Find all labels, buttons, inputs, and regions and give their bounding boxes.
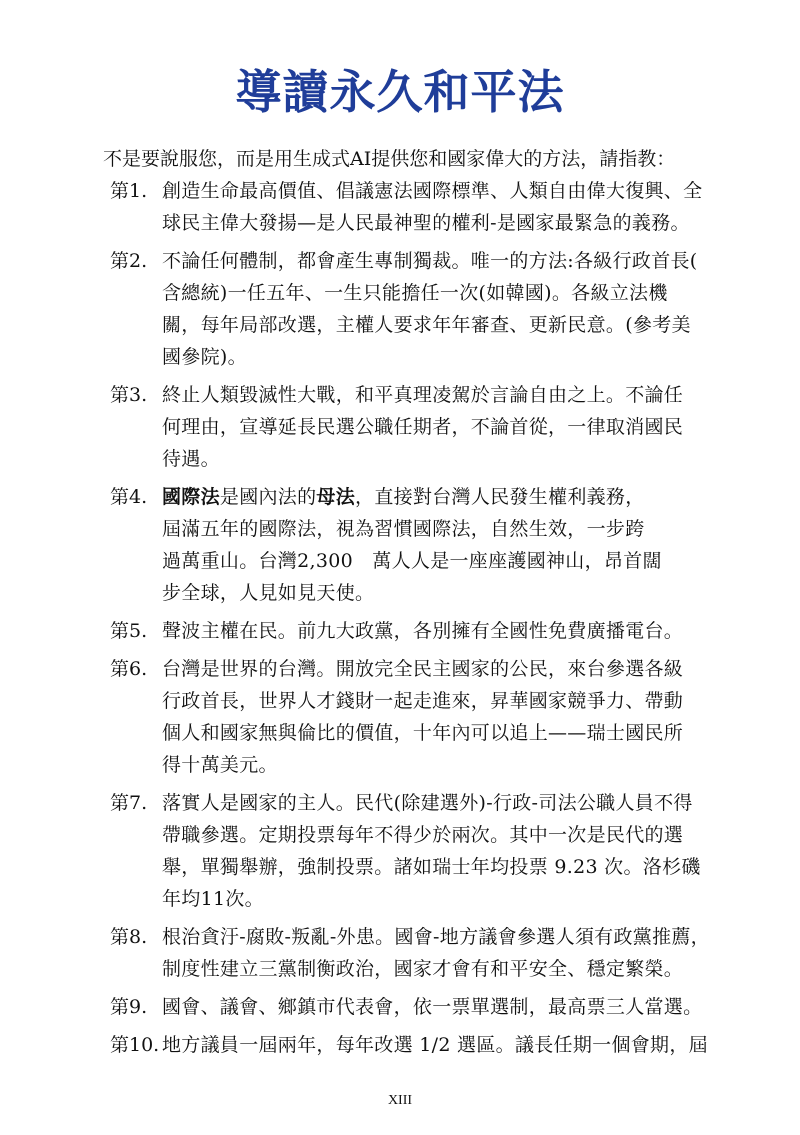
text-line: 舉，單獨舉辦，強制投票。諸如瑞士年均投票 9.23 次。洛杉磯 bbox=[162, 856, 701, 878]
article-text bbox=[162, 653, 700, 781]
article-3 bbox=[110, 379, 700, 475]
article-number: 第1. bbox=[110, 180, 148, 202]
text-line: 終止人類毀滅性大戰，和平真理凌駕於言論自由之上。不論任 bbox=[162, 384, 684, 406]
text-line: 創造生命最高價值、倡議憲法國際標準、人類自由偉大復興、全 bbox=[162, 180, 703, 202]
article-number: 第5. bbox=[110, 620, 148, 642]
article-text bbox=[162, 615, 700, 647]
text-line: 落實人是國家的主人。民代(除建選外)-行政-司法公職人員不得 bbox=[162, 792, 693, 814]
article-number: 第4. bbox=[110, 486, 148, 508]
text-line: 國會、議會、鄉鎮市代表會，依一票單選制，最高票三人當選。 bbox=[162, 996, 703, 1018]
text-line: 帶職參選。定期投票每年不得少於兩次。其中一次是民代的選 bbox=[162, 824, 684, 846]
article-text bbox=[162, 787, 701, 915]
article-2 bbox=[110, 245, 700, 373]
text-line: 聲波主權在民。前九大政黨，各別擁有全國性免費廣播電台。 bbox=[162, 620, 684, 642]
article-text bbox=[162, 245, 700, 373]
text-line: 待遇。 bbox=[162, 448, 220, 470]
article-text bbox=[162, 921, 710, 985]
bold-term: 國際法 bbox=[162, 486, 220, 508]
article-text bbox=[162, 175, 702, 239]
article-5 bbox=[110, 615, 700, 647]
article-10 bbox=[110, 1029, 708, 1061]
text-line: 何理由，宣導延長民選公職任期者，不論首從，一律取消國民 bbox=[162, 416, 684, 438]
page-title: 導讀永久和平法 bbox=[235, 65, 565, 119]
text-line: 含總統)一任五年、一生只能擔任一次(如韓國)。各級立法機 bbox=[162, 282, 668, 304]
text-line: 球民主偉大發揚—是人民最神聖的權利-是國家最緊急的義務。 bbox=[162, 212, 690, 234]
article-number: 第10. bbox=[110, 1034, 160, 1056]
article-8 bbox=[110, 921, 710, 985]
text-line: 根治貪汙-腐敗-叛亂-外患。國會-地方議會參選人須有政黨推薦， bbox=[162, 926, 710, 948]
article-9 bbox=[110, 991, 703, 1023]
article-text bbox=[162, 481, 700, 609]
text-line: 制度性建立三黨制衡政治，國家才會有和平安全、穩定繁榮。 bbox=[162, 958, 684, 980]
text-line: 不論任何體制，都會產生專制獨裁。唯一的方法:各級行政首長( bbox=[162, 250, 698, 272]
text-line: 行政首長，世界人才錢財一起走進來，昇華國家競爭力、帶動 bbox=[162, 690, 684, 712]
article-text bbox=[162, 991, 702, 1023]
text-line: 地方議員一屆兩年，每年改選 1/2 選區。議長任期一個會期，屆 bbox=[162, 1034, 708, 1056]
text-line: 個人和國家無與倫比的價值，十年內可以追上——瑞士國民所 bbox=[162, 722, 684, 744]
text-line: 年均11次。 bbox=[162, 888, 264, 910]
article-number: 第3. bbox=[110, 384, 148, 406]
article-list bbox=[110, 175, 710, 1067]
text-line: 得十萬美元。 bbox=[162, 754, 278, 776]
article-7 bbox=[110, 787, 700, 915]
text-line: 步全球，人見如見天使。 bbox=[162, 582, 375, 604]
text-line: 屆滿五年的國際法，視為習慣國際法，自然生效，一步跨 bbox=[162, 518, 645, 540]
text-line: 過萬重山。台灣2,300 萬人人是一座座護國神山，昂首闊 bbox=[162, 550, 662, 572]
article-number: 第8. bbox=[110, 926, 148, 948]
text-run: 是國內法的 bbox=[219, 486, 317, 508]
bold-term: 母法 bbox=[316, 486, 356, 508]
article-number: 第2. bbox=[110, 250, 148, 272]
text-run: ，直接對台灣人民發生權利義務， bbox=[355, 486, 645, 508]
article-number: 第7. bbox=[110, 792, 148, 814]
text-line: 國參院)。 bbox=[162, 346, 247, 368]
text-line: 關，每年局部改選，主權人要求年年審查、更新民意。(參考美 bbox=[162, 314, 691, 336]
text-line: 台灣是世界的台灣。開放完全民主國家的公民，來台參選各級 bbox=[162, 658, 684, 680]
article-1 bbox=[110, 175, 703, 239]
article-number: 第9. bbox=[110, 996, 148, 1018]
article-text bbox=[162, 379, 700, 475]
article-4 bbox=[110, 481, 700, 609]
article-number: 第6. bbox=[110, 658, 148, 680]
page-number: XIII bbox=[387, 1093, 413, 1108]
article-text bbox=[162, 1029, 708, 1061]
article-6 bbox=[110, 653, 700, 781]
intro-paragraph: 不是要說服您，而是用生成式AI提供您和國家偉大的方法，請指教： bbox=[103, 148, 676, 170]
text-line bbox=[162, 481, 700, 513]
